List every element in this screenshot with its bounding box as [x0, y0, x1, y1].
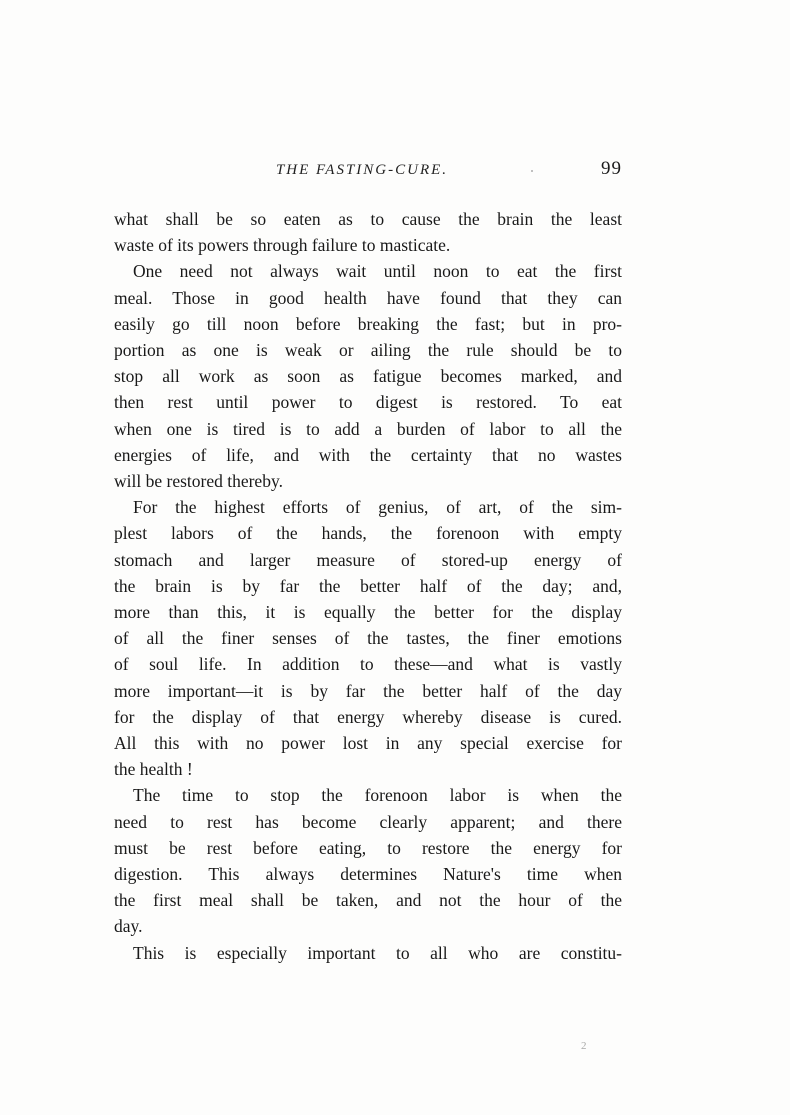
text-line: stomach and larger measure of stored-up energy of [114, 549, 622, 570]
paragraph [114, 206, 622, 258]
text-line: waste of its powers through failure to masticate. [114, 235, 451, 256]
printers-mark: 2 [581, 1040, 587, 1052]
text-line: more important—it is by far the better half of the day [114, 680, 622, 701]
text-line: All this with no power lost in any special exercise for [114, 733, 622, 754]
paragraph [114, 258, 622, 494]
text-line: must be rest before eating, to restore the energy for [114, 837, 622, 858]
text-line: digestion. This always determines Nature's time when [114, 864, 622, 885]
text-line: One need not always wait until noon to eat the first [133, 261, 622, 282]
text-line: what shall be so eaten as to cause the brain the least [114, 209, 622, 229]
text-line: the first meal shall be taken, and not the hour of the [114, 890, 622, 911]
running-title: THE FASTING-CURE. [275, 162, 449, 178]
page-body [114, 206, 622, 966]
text-line: when one is tired is to add a burden of labor to all the [114, 418, 622, 439]
text-line: The time to stop the forenoon labor is when the [133, 785, 622, 806]
text-line: for the display of that energy whereby disease is cured. [114, 706, 622, 727]
text-line: plest labors of the hands, the forenoon with empty [114, 523, 622, 544]
text-line: For the highest efforts of genius, of art, of the sim- [133, 497, 622, 518]
text-line: This is especially important to all who are constitu- [133, 942, 622, 963]
page-header [114, 158, 622, 188]
text-line: of all the finer senses of the tastes, the finer emotions [114, 628, 622, 649]
scan-speck [531, 170, 533, 172]
text-block [114, 158, 622, 966]
text-line: the health ! [114, 759, 193, 780]
text-line: stop all work as soon as fatigue becomes marked, and [114, 366, 622, 387]
text-line: then rest until power to digest is restored. To eat [114, 392, 622, 413]
text-line: meal. Those in good health have found that they can [114, 287, 622, 308]
text-line: energies of life, and with the certainty that no wastes [114, 444, 622, 465]
page-number: 99 [601, 158, 622, 179]
paragraph [114, 940, 622, 966]
paragraph [114, 494, 622, 782]
text-line: easily go till noon before breaking the fast; but in pro- [114, 313, 622, 334]
paragraph [114, 782, 622, 939]
text-line: day. [114, 916, 143, 937]
text-line: will be restored thereby. [114, 471, 283, 492]
text-line: of soul life. In addition to these—and what is vastly [114, 654, 622, 675]
text-line: need to rest has become clearly apparent; and there [114, 811, 622, 832]
text-line: more than this, it is equally the better for the display [114, 602, 622, 623]
text-line: portion as one is weak or ailing the rule should be to [114, 340, 622, 361]
text-line: the brain is by far the better half of the day; and, [114, 575, 622, 596]
